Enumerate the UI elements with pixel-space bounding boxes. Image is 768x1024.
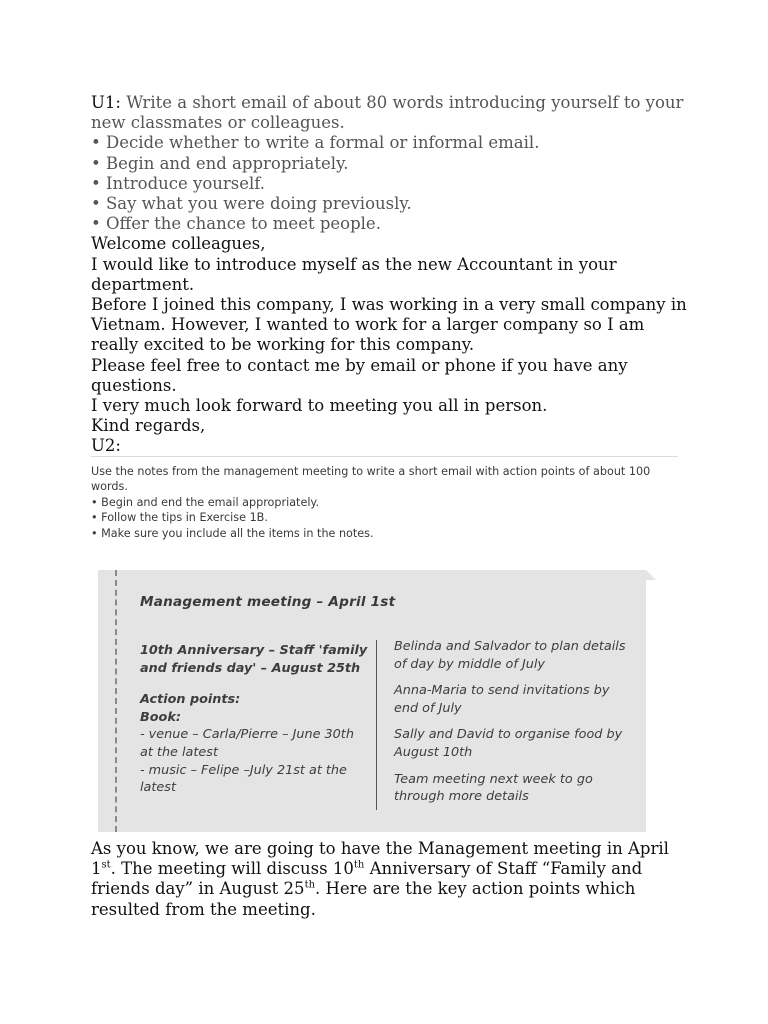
- anniversary-note: 10th Anniversary – Staff 'family and friends day' – August 25th: [140, 643, 368, 676]
- answer-superscript: th: [353, 859, 365, 871]
- u1-bullet: • Offer the chance to meet people.: [91, 214, 381, 234]
- email-signoff: Kind regards,: [91, 416, 206, 436]
- notes-left-column: [140, 642, 368, 797]
- email-paragraph: I would like to introduce myself as the new Accountant in your department.: [91, 254, 617, 294]
- note-item: Team meeting next week to go through more details: [394, 771, 593, 805]
- answer-superscript: st: [101, 859, 111, 871]
- u1-bullet: • Decide whether to write a formal or informal email.: [91, 133, 540, 153]
- notes-column-divider: [376, 640, 377, 810]
- email-paragraph: I very much look forward to meeting you all in person.: [91, 396, 548, 416]
- action-points-heading: Action points:: [140, 692, 241, 708]
- notes-right-column: [394, 638, 634, 815]
- email-paragraph: Before I joined this company, I was working in a very small company in Vietnam. However, I wanted to work for a larger company so I am really excited to be working for this company.: [91, 295, 687, 355]
- u2-instruction-bullet: • Follow the tips in Exercise 1B.: [91, 511, 268, 525]
- answer-text: . The meeting will discuss 10: [110, 859, 354, 879]
- notebook-margin-line: [115, 570, 117, 832]
- u1-section: [91, 93, 691, 457]
- u1-bullet: • Say what you were doing previously.: [91, 194, 412, 214]
- meeting-notes-card: [98, 570, 646, 832]
- u2-answer-paragraph: [91, 839, 691, 920]
- u2-instructions: [91, 456, 678, 541]
- u1-prompt: [91, 93, 691, 133]
- book-item: - music – Felipe –July 21st at the latest: [140, 762, 347, 796]
- note-item: Belinda and Salvador to plan details of day by middle of July: [394, 639, 626, 672]
- u1-bullet: • Begin and end appropriately.: [91, 153, 349, 173]
- u1-bullet: • Introduce yourself.: [91, 173, 266, 193]
- u2-label: U2:: [91, 436, 121, 456]
- u2-instruction-bullet: • Begin and end the email appropriately.: [91, 495, 320, 509]
- note-item: Anna-Maria to send invitations by end of July: [394, 683, 610, 716]
- u2-instruction-text: Use the notes from the management meeting to write a short email with action points of about 100 words.: [91, 465, 651, 494]
- notes-title: Management meeting – April 1st: [140, 594, 396, 610]
- answer-text: As you know, we are going to have the Management meeting in April 1: [91, 839, 669, 879]
- book-heading: Book:: [140, 709, 181, 725]
- u2-instruction-bullet: • Make sure you include all the items in the notes.: [91, 526, 374, 540]
- u2-answer: [91, 839, 691, 920]
- u1-prompt-text: Write a short email of about 80 words introducing yourself to your new classmates or colleagues.: [91, 93, 684, 133]
- answer-text: . Here are the key action points which resulted from the meeting.: [91, 879, 636, 919]
- answer-superscript: th: [304, 879, 316, 891]
- answer-text: Anniversary of Staff “Family and friends day” in August 25: [91, 859, 643, 899]
- email-paragraph: Please feel free to contact me by email or phone if you have any questions.: [91, 355, 628, 395]
- u1-label: U1:: [91, 93, 121, 112]
- book-item: - venue – Carla/Pierre – June 30th at the latest: [140, 727, 354, 760]
- email-greeting: Welcome colleagues,: [91, 234, 266, 254]
- note-item: Sally and David to organise food by August 10th: [394, 727, 623, 760]
